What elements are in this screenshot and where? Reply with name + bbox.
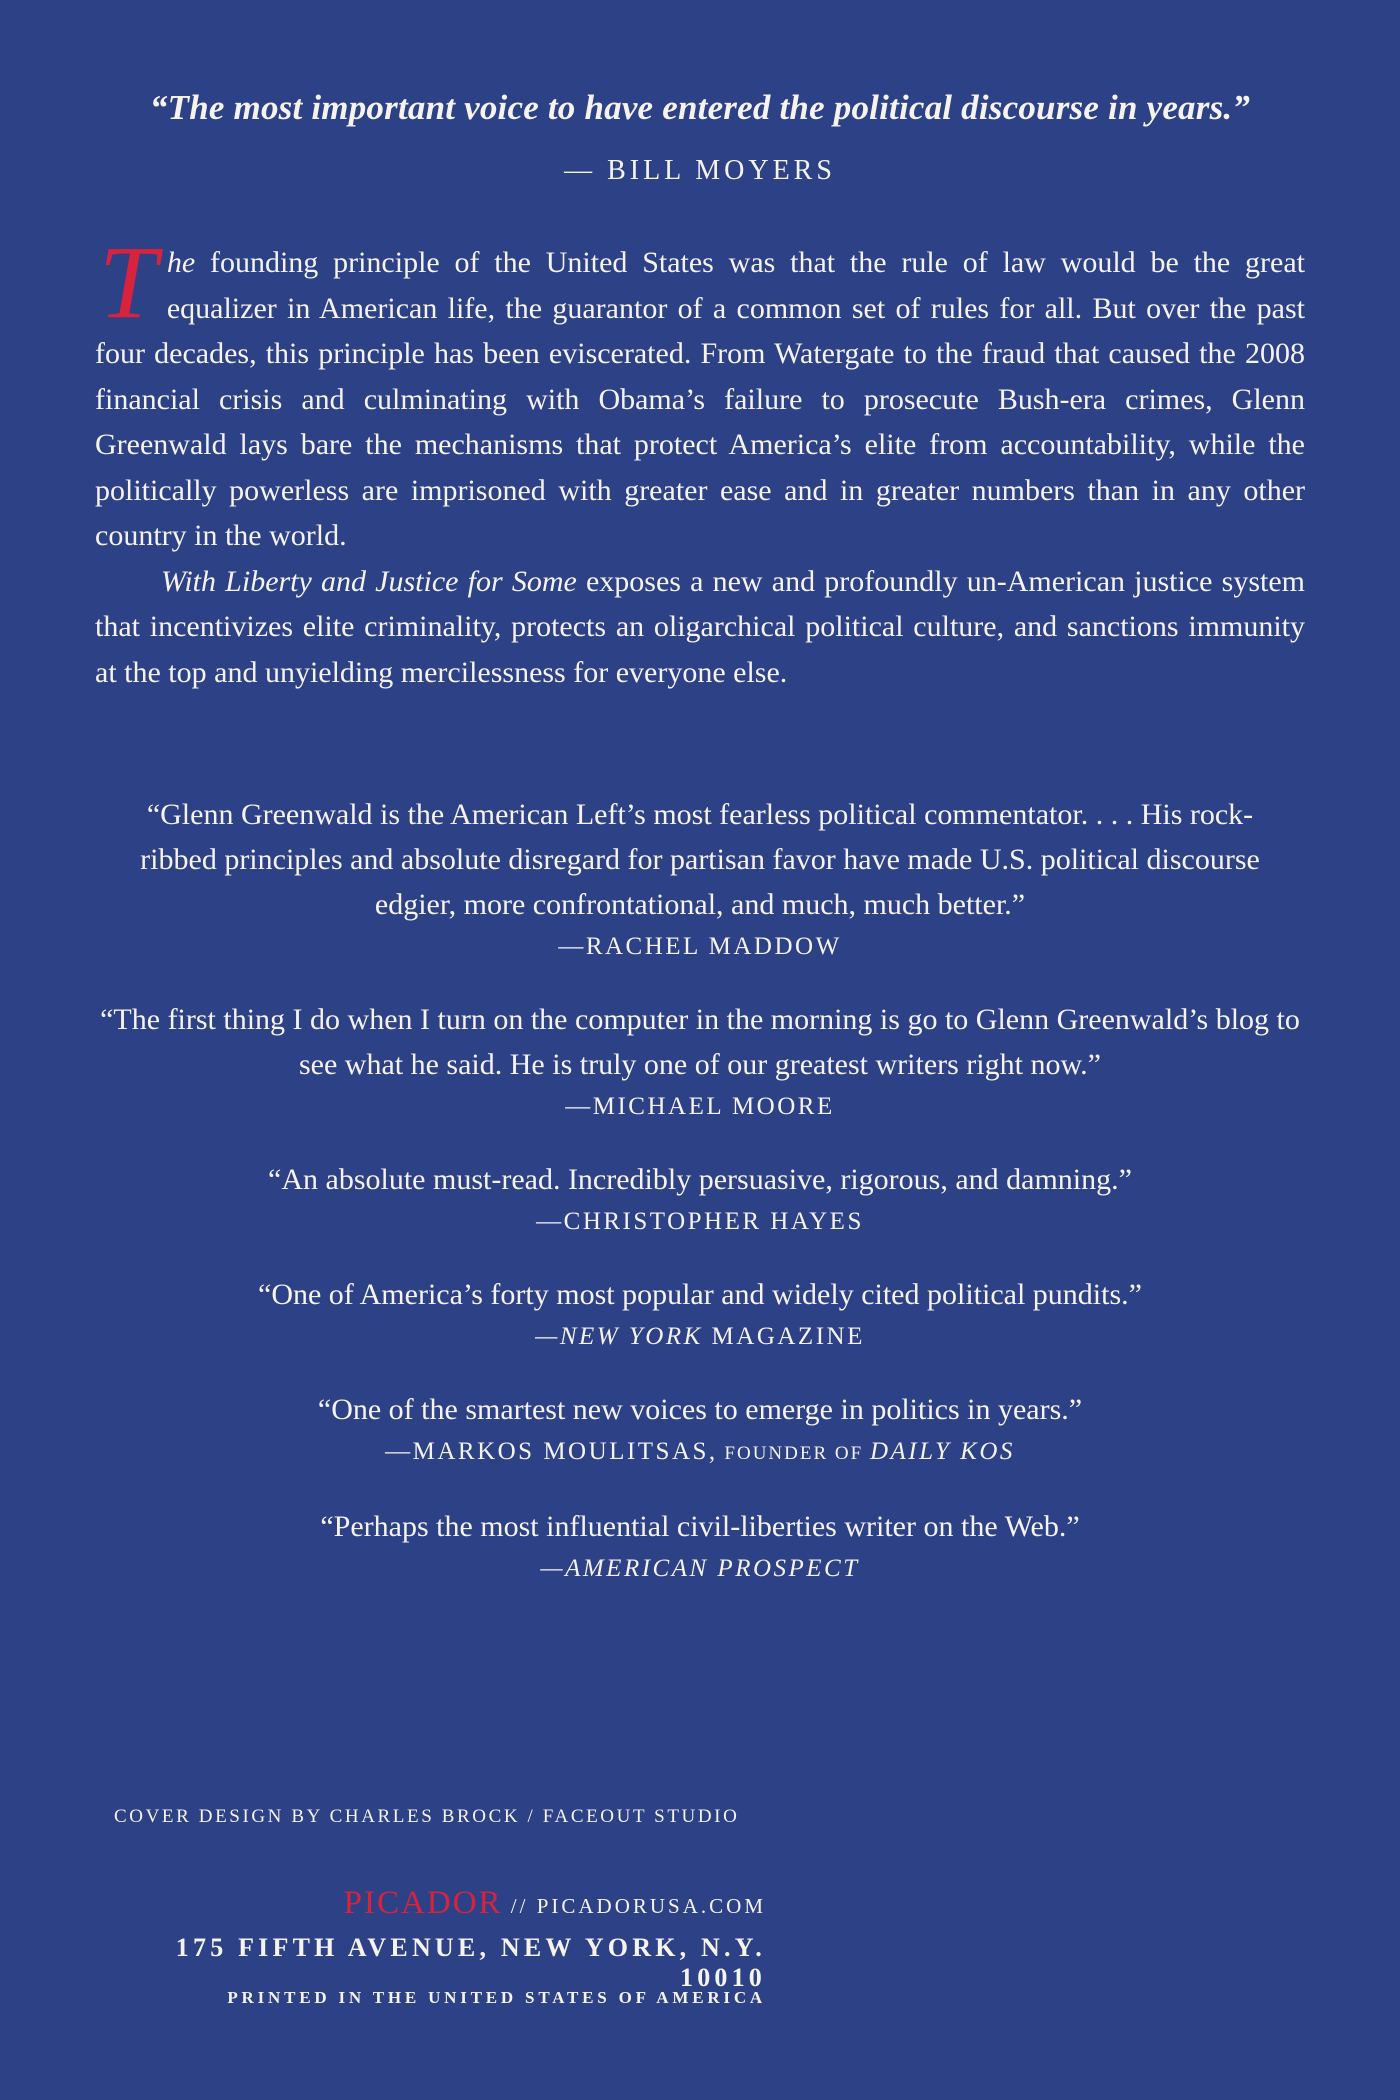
description-paragraph-2 bbox=[95, 559, 1305, 696]
description-paragraph-1 bbox=[95, 225, 1305, 559]
publisher-line bbox=[100, 1885, 766, 1922]
paragraph-1-text: founding principle of the United States was that the rule of law would be the great equalizer in American life, the guarantor of a common set of rules for all. But over the past four decades, this principle has been eviscerated. From Watergate to the fraud that caused the 2008 financial crisis and culminating with Obama’s failure to prosecute Bush-era crimes, Glenn Greenwald lays bare the mechanisms that protect America’s elite from accountability, while the politically powerless are imprisoned with greater ease and in greater numbers than in any other country in the world. bbox=[95, 246, 1305, 552]
cover-design-credit: COVER DESIGN BY CHARLES BROCK / FACEOUT STUDIO bbox=[114, 1806, 740, 1827]
drop-cap: T bbox=[99, 225, 157, 340]
praise-attribution: —AMERICAN PROSPECT bbox=[540, 1555, 860, 1582]
attribution-publication: DAILY KOS bbox=[869, 1438, 1015, 1465]
book-title: With Liberty and Justice for Some bbox=[161, 564, 577, 598]
attribution-role: FOUNDER OF bbox=[717, 1443, 870, 1464]
praise-list bbox=[60, 792, 1340, 1619]
praise-quote: “Glenn Greenwald is the American Left’s most fearless political commentator. . . . His rock-ribbed principles and absolute disregard for partisan favor have made U.S. political discourse edgier, more confrontational, and much, much better.” bbox=[140, 798, 1260, 921]
publisher-logo: PICADOR bbox=[343, 1885, 503, 1921]
praise-item bbox=[60, 1272, 1340, 1357]
attribution-publication: —NEW YORK bbox=[535, 1323, 703, 1350]
praise-attribution bbox=[60, 1432, 1340, 1474]
printed-in: PRINTED IN THE UNITED STATES OF AMERICA bbox=[227, 1988, 766, 2007]
featured-quote-attribution: — BILL MOYERS bbox=[564, 155, 836, 186]
praise-item bbox=[60, 792, 1340, 967]
praise-attribution bbox=[60, 1317, 1340, 1357]
praise-attribution: —MICHAEL MOORE bbox=[565, 1093, 835, 1120]
praise-item bbox=[60, 1504, 1340, 1589]
praise-attribution: —CHRISTOPHER HAYES bbox=[536, 1208, 864, 1235]
book-description bbox=[95, 225, 1305, 695]
publisher-url: // PICADORUSA.COM bbox=[502, 1894, 766, 1918]
praise-item bbox=[60, 1387, 1340, 1474]
lead-word: he bbox=[166, 246, 196, 279]
praise-quote: “One of America’s forty most popular and widely cited political pundits.” bbox=[258, 1278, 1142, 1311]
praise-item bbox=[60, 997, 1340, 1127]
attribution-suffix: MAGAZINE bbox=[702, 1323, 865, 1350]
featured-quote: “The most important voice to have entered the political discourse in years.” bbox=[149, 88, 1251, 127]
publisher-address: 175 FIFTH AVENUE, NEW YORK, N.Y. 10010 bbox=[175, 1933, 766, 1992]
praise-quote: “Perhaps the most influential civil-liberties writer on the Web.” bbox=[320, 1510, 1080, 1543]
praise-quote: “One of the smartest new voices to emerge in politics in years.” bbox=[317, 1393, 1083, 1426]
praise-quote: “An absolute must-read. Incredibly persuasive, rigorous, and damning.” bbox=[268, 1163, 1132, 1196]
paragraph-2-text: exposes a new and profoundly un-American justice system that incentivizes elite criminality, protects an oligarchical political culture, and sanctions immunity at the top and unyielding mercilessness for everyone else. bbox=[95, 564, 1305, 689]
praise-item bbox=[60, 1157, 1340, 1242]
attribution-name: —MARKOS MOULITSAS, bbox=[385, 1438, 718, 1465]
praise-quote: “The first thing I do when I turn on the computer in the morning is go to Glenn Greenwald’s blog to see what he said. He is truly one of our greatest writers right now.” bbox=[100, 1003, 1300, 1081]
praise-attribution: —RACHEL MADDOW bbox=[558, 933, 842, 960]
